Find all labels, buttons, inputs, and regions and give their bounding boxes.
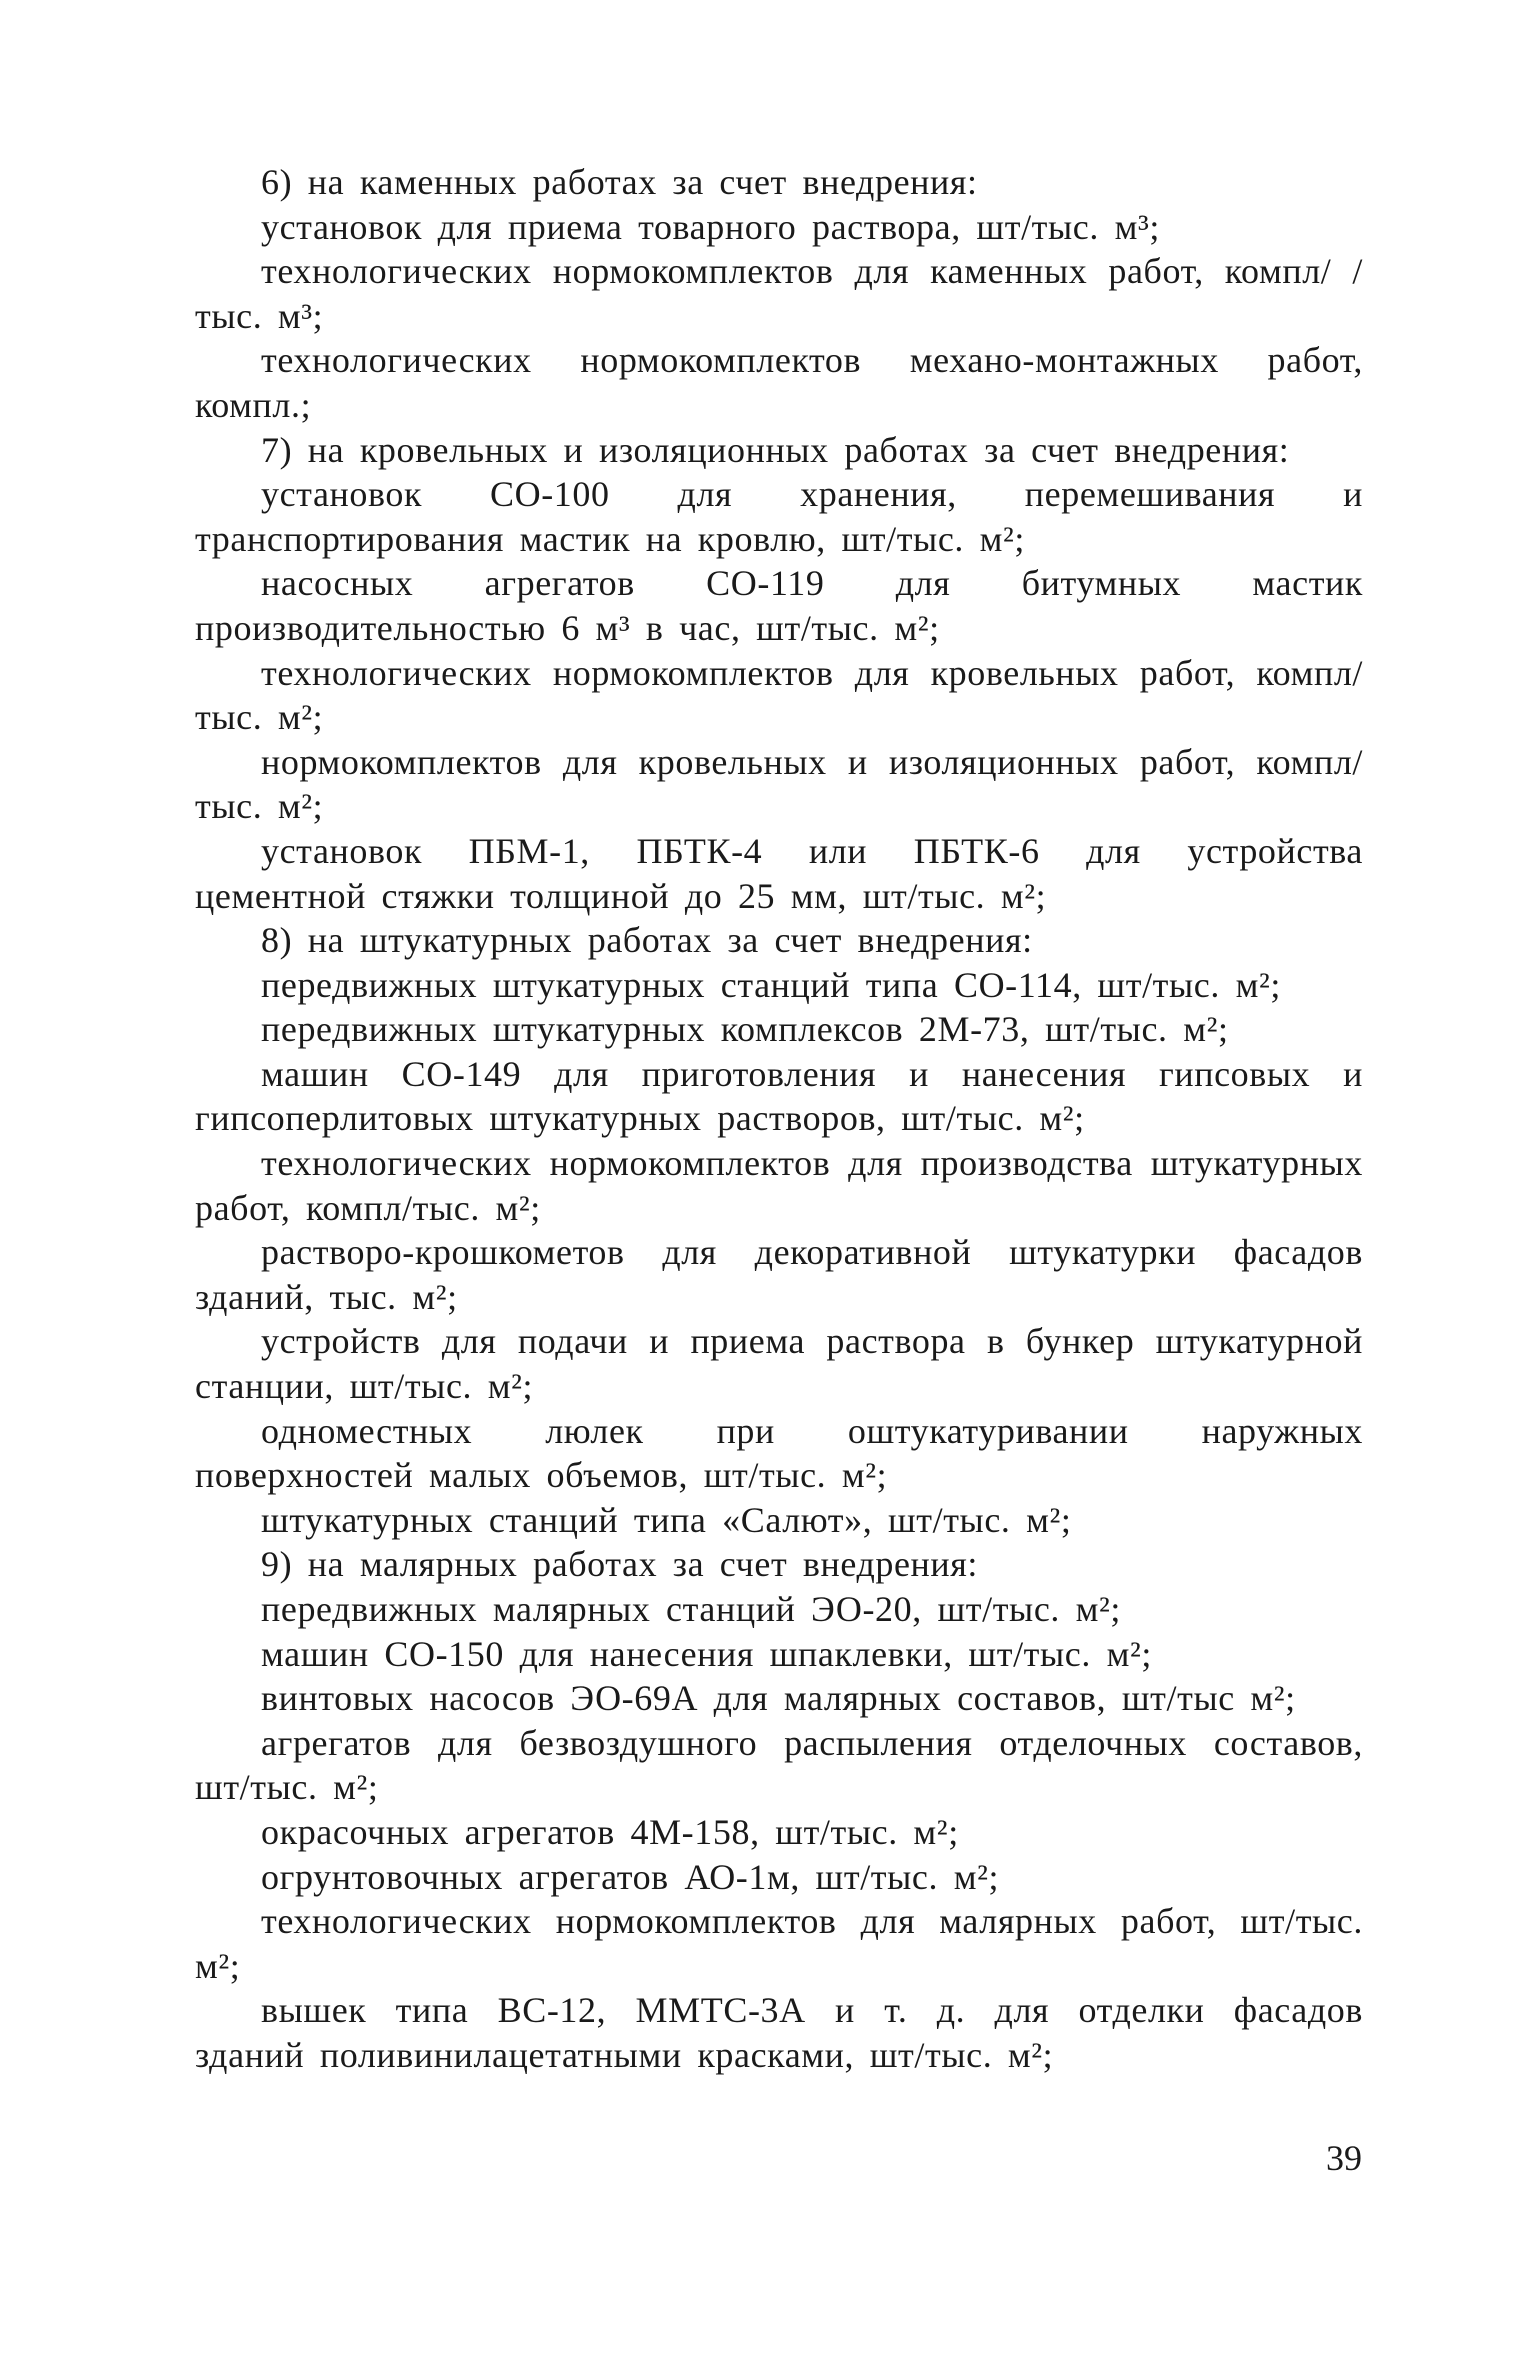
paragraph: окрасочных агрегатов 4М-158, шт/тыс. м²; xyxy=(261,1811,959,1852)
paragraph-stone-works-heading: 6) на каменных работах за счет внедрения: xyxy=(261,162,978,202)
paragraph-plaster-works-heading: 8) на штукатурных работах за счет внедрения: xyxy=(261,920,1033,961)
paragraph: машин СО-149 для приготовления и нанесения гипсовых и гипсоперлитовых штукатурных растворов, шт/тыс. м²; xyxy=(195,1053,1363,1139)
paragraph: штукатурных станций типа «Салют», шт/тыс. м²; xyxy=(261,1499,1072,1540)
paragraph: передвижных штукатурных комплексов 2М-73, шт/тыс. м²; xyxy=(261,1009,1229,1050)
paragraph: вышек типа ВС-12, ММТС-3А и т. д. для отделки фасадов зданий поливинилацетатными красками, шт/тыс. м²; xyxy=(195,1990,1363,2075)
paragraph: машин СО-150 для нанесения шпаклевки, шт/тыс. м²; xyxy=(261,1633,1152,1674)
paragraph: винтовых насосов ЭО-69А для малярных составов, шт/тыс м²; xyxy=(261,1678,1296,1719)
paragraph: установок ПБМ-1, ПБТК-4 или ПБТК-6 для устройства цементной стяжки толщиной до 25 мм, шт/тыс. м²; xyxy=(195,830,1363,916)
paragraph-roofing-works-heading: 7) на кровельных и изоляционных работах за счет внедрения: xyxy=(261,429,1290,470)
paragraph: агрегатов для безвоздушного распыления отделочных составов, шт/тыс. м²; xyxy=(195,1722,1363,1808)
paragraph: технологических нормокомплектов механо-монтажных работ, компл.; xyxy=(195,340,1363,425)
paragraph: передвижных штукатурных станций типа СО-114, шт/тыс. м²; xyxy=(261,964,1281,1005)
paragraph: нормокомплектов для кровельных и изоляционных работ, компл/тыс. м²; xyxy=(195,741,1363,827)
body-text xyxy=(195,160,1363,2078)
paragraph: технологических нормокомплектов для кровельных работ, компл/тыс. м²; xyxy=(195,652,1363,738)
paragraph: технологических нормокомплектов для каменных работ, компл/ /тыс. м³; xyxy=(195,251,1363,336)
page-number: 39 xyxy=(1326,2138,1362,2178)
paragraph: растворо-крошкометов для декоративной штукатурки фасадов зданий, тыс. м²; xyxy=(195,1232,1363,1317)
paragraph: огрунтовочных агрегатов АО-1м, шт/тыс. м²; xyxy=(261,1856,1000,1897)
paragraph: передвижных малярных станций ЭО-20, шт/тыс. м²; xyxy=(261,1589,1121,1629)
paragraph: технологических нормокомплектов для производства штукатурных работ, компл/тыс. м²; xyxy=(195,1143,1363,1228)
paragraph: устройств для подачи и приема раствора в бункер штукатурной станции, шт/тыс. м²; xyxy=(195,1321,1363,1407)
paragraph: одноместных люлек при оштукатуривании наружных поверхностей малых объемов, шт/тыс. м²; xyxy=(195,1410,1363,1496)
paragraph: насосных агрегатов СО-119 для битумных мастик производительностью 6 м³ в час, шт/тыс. м²; xyxy=(195,563,1363,648)
paragraph-painting-works-heading: 9) на малярных работах за счет внедрения: xyxy=(261,1544,979,1585)
paragraph: технологических нормокомплектов для малярных работ, шт/тыс. м²; xyxy=(195,1901,1363,1986)
paragraph: установок СО-100 для хранения, перемешивания и транспортирования мастик на кровлю, шт/тыс. м²; xyxy=(195,474,1363,559)
paragraph: установок для приема товарного раствора, шт/тыс. м³; xyxy=(261,206,1160,247)
